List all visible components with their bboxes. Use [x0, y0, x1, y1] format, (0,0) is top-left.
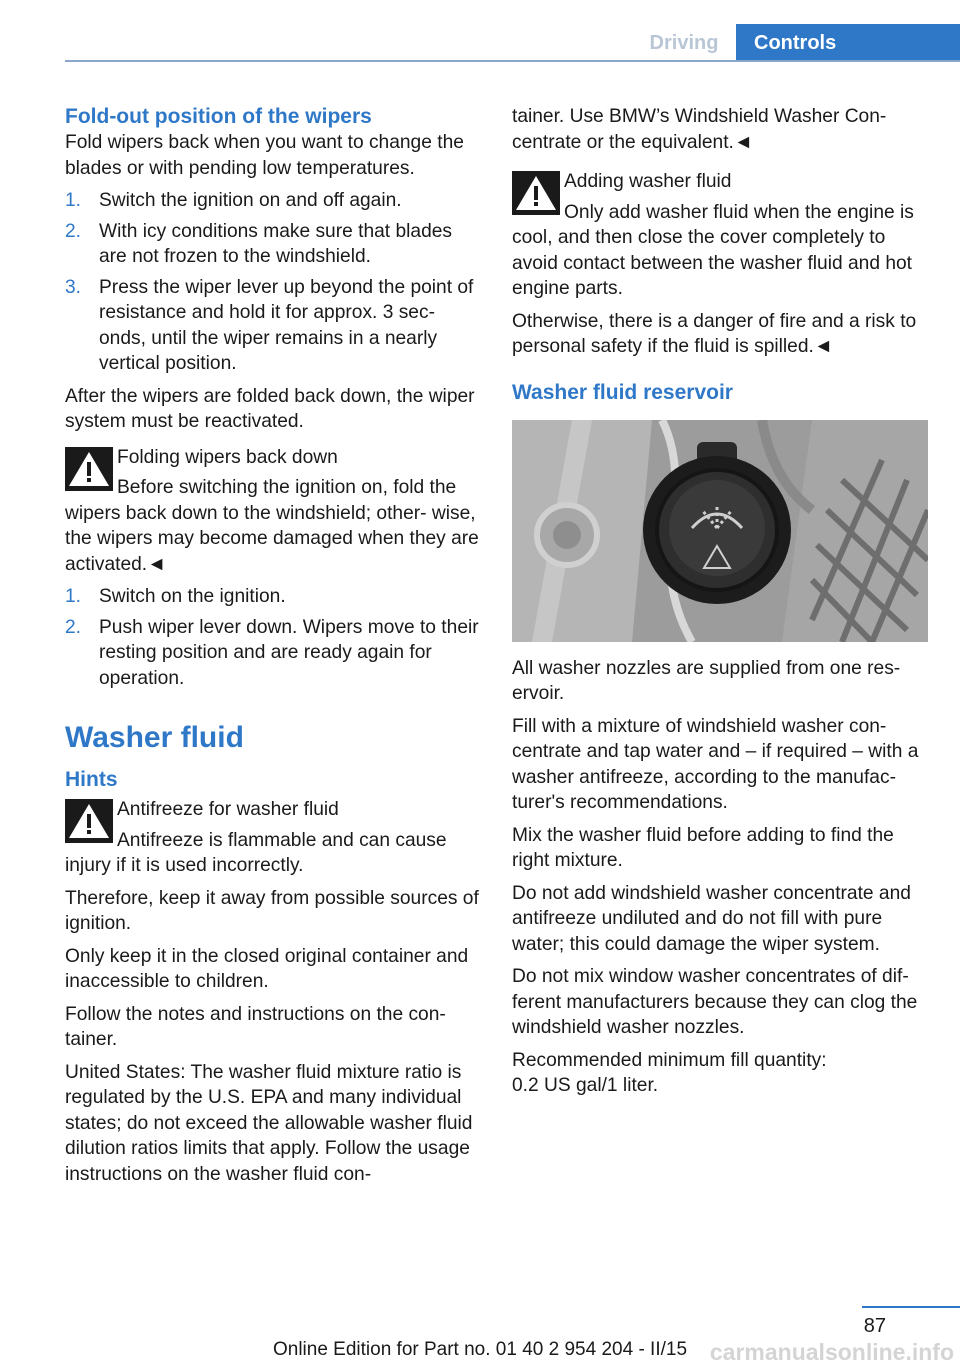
step-text: Push wiper lever down. Wipers move to their resting position and are ready again for operation.	[99, 616, 479, 689]
washer-reservoir-photo	[512, 420, 928, 642]
list-item	[65, 188, 481, 214]
reservoir-heading: Washer fluid reservoir	[512, 380, 733, 404]
footer-rule	[862, 1306, 960, 1308]
warning-title: Antifreeze for washer fluid	[117, 799, 339, 820]
header-rule	[65, 60, 960, 62]
right-column	[512, 104, 928, 1099]
fill-mixture-text: Fill with a mixture of windshield washer con‐ centrate and tap water and – if required – with a washer antifreeze, according to the manufac‐ turer's recommendations.	[512, 715, 919, 813]
warning-antifreeze	[65, 797, 481, 879]
foldout-intro: Fold wipers back when you want to change the blades or with pending low temperatures.	[65, 132, 464, 179]
list-item	[65, 584, 481, 610]
step-number: 2.	[65, 220, 82, 242]
step-number: 1.	[65, 190, 82, 211]
step-text: With icy conditions make sure that blades are not frozen to the windshield.	[99, 220, 453, 267]
container-continuation: tainer. Use BMW’s Windshield Washer Con‐ centrate or the equivalent.◄	[512, 106, 887, 153]
warning-triangle-icon	[65, 799, 113, 843]
warning-text: Only add washer fluid when the engine is cool, and then close the cover completely to avoid contact between the washer fluid and hot engine parts.	[512, 201, 914, 299]
step-text: Switch the ignition on and off again.	[99, 190, 402, 211]
follow-notes-text: Follow the notes and instructions on the con‐ tainer.	[65, 1003, 446, 1050]
header-chapter-tab: Controls	[736, 24, 960, 62]
step-text: Press the wiper lever up beyond the point of resistance and hold it for approx. 3 sec‐ onds, until the wiper remains in a nearly vertical position.	[99, 276, 474, 374]
header-section-label: Driving	[649, 31, 719, 54]
step-text: Switch on the ignition.	[99, 586, 286, 607]
keep-away-text: Therefore, keep it away from possible sources of ignition.	[65, 887, 479, 934]
page-number: 87	[863, 1315, 886, 1337]
foldout-heading: Fold-out position of the wipers	[65, 105, 372, 128]
edition-footer: Online Edition for Part no. 01 40 2 954 204 - II/15	[272, 1339, 688, 1360]
reactivate-steps	[65, 584, 481, 691]
fill-quantity-text	[512, 1048, 928, 1099]
warning-folding-wipers	[65, 445, 481, 578]
washer-fluid-heading: Washer fluid	[65, 721, 244, 754]
warning-triangle-icon	[65, 447, 113, 491]
fill-quantity-value: 0.2 US gal/1 liter.	[512, 1075, 659, 1096]
warning-title: Adding washer fluid	[564, 171, 732, 192]
nozzles-text: All washer nozzles are supplied from one res‐ ervoir.	[512, 657, 901, 704]
warning-adding-fluid	[512, 169, 928, 302]
watermark: carmanualsonline.info	[709, 1339, 954, 1365]
fill-quantity-label: Recommended minimum fill quantity:	[512, 1049, 827, 1071]
left-column	[65, 104, 481, 1194]
do-not-add-text: Do not add windshield washer concentrate and antifreeze undiluted and do not fill with pure water; this could damage the wiper system.	[512, 882, 911, 955]
list-item	[65, 219, 481, 270]
mix-before-text: Mix the washer fluid before adding to find the right mixture.	[512, 824, 894, 871]
foldout-steps	[65, 188, 481, 377]
warning-text: Antifreeze is flammable and can cause injury if it is used incorrectly.	[65, 829, 447, 876]
warning-text: Before switching the ignition on, fold the wipers back down to the windshield; other‐ wise, the wipers may become damaged when they are activated.◄	[65, 477, 479, 575]
closed-container-text: Only keep it in the closed original container and inaccessible to children.	[65, 945, 469, 992]
hints-heading: Hints	[65, 768, 118, 791]
list-item	[65, 275, 481, 377]
step-number: 3.	[65, 276, 82, 298]
do-not-mix-text: Do not mix window washer concentrates of dif‐ ferent manufacturers because they can clog the windshield washer nozzles.	[512, 966, 918, 1038]
step-number: 1.	[65, 586, 82, 607]
warning-title: Folding wipers back down	[117, 446, 338, 468]
reactivate-note: After the wipers are folded back down, the wiper system must be reactivated.	[65, 385, 475, 432]
warning-triangle-icon	[512, 171, 560, 215]
fire-risk-text: Otherwise, there is a danger of fire and a risk to personal safety if the fluid is spilled.◄	[512, 310, 917, 357]
us-regulation-text: United States: The washer fluid mixture ratio is regulated by the U.S. EPA and many individual states; do not exceed the allowable washer fluid dilution ratios limits that apply. Follow the usage instructions on the washer fluid con‐	[65, 1061, 473, 1185]
list-item	[65, 615, 481, 692]
step-number: 2.	[65, 616, 82, 638]
